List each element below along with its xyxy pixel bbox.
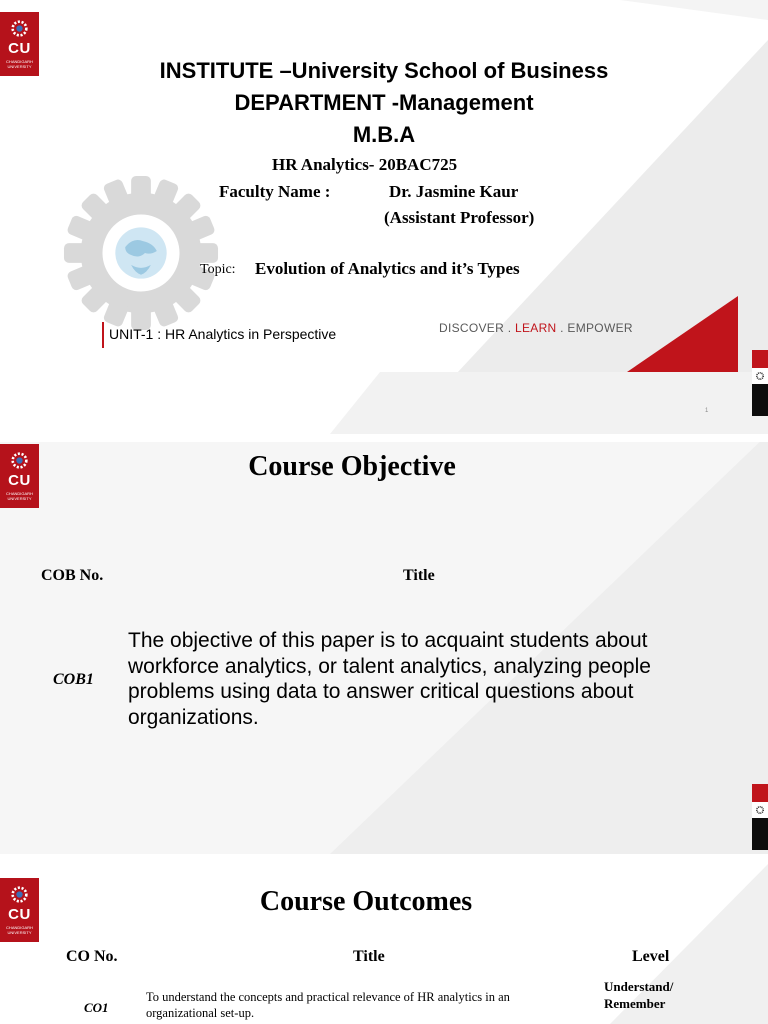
faculty-name: Dr. Jasmine Kaur [389,182,519,201]
outcome-code: CO1 [84,1000,109,1015]
slide-course-objective [0,434,768,854]
department-heading: DEPARTMENT -Management [234,90,534,115]
globe-gear-icon [62,174,220,332]
logo-subtext: CHANDIGARH UNIVERSITY [6,491,33,501]
topic-title: Evolution of Analytics and it’s Types [255,259,520,278]
unit-label: UNIT-1 : HR Analytics in Perspective [102,322,336,348]
faculty-label: Faculty Name : [219,182,331,201]
institute-heading: INSTITUTE –University School of Business [159,58,609,83]
tagline-empower: . EMPOWER [556,321,633,335]
topic-label: Topic: [200,262,236,277]
slide-course-outcomes [0,854,768,1024]
slide-title [0,0,768,434]
tagline-discover: DISCOVER . [439,321,515,335]
page-number: 1 [705,408,709,414]
column-header-title: Title [353,948,385,965]
objective-text: The objective of this paper is to acquaint students about workforce analytics, or talent analytics, analyzing people problems using data to answer critical questions about organizations. [128,629,651,729]
side-tab [752,784,768,850]
column-header-title: Title [403,567,435,584]
column-header-no: COB No. [41,567,104,584]
logo-subtext: CHANDIGARH UNIVERSITY [6,59,33,69]
tagline-learn: LEARN [514,321,557,335]
logo-subtext: CHANDIGARH UNIVERSITY [6,925,33,935]
course-code: HR Analytics- 20BAC725 [272,155,458,174]
slide-title: Course Outcomes [259,886,473,917]
tagline [439,321,633,335]
logo-text: CU [8,472,31,489]
objective-code: COB1 [53,671,94,688]
side-tab [752,350,768,416]
column-header-no: CO No. [66,948,118,965]
outcome-level: Understand/ Remember [604,979,674,1011]
column-header-level: Level [632,948,670,965]
gear-icon [9,18,30,39]
logo-text: CU [8,40,31,57]
outcome-text: To understand the concepts and practical relevance of HR analytics in an organizational set-up. [146,990,510,1020]
slide-title: Course Objective [248,451,456,482]
gear-icon [755,805,765,815]
program-heading: M.B.A [352,122,416,147]
logo-text: CU [8,906,31,923]
faculty-role: (Assistant Professor) [384,208,535,227]
gear-icon [755,371,765,381]
